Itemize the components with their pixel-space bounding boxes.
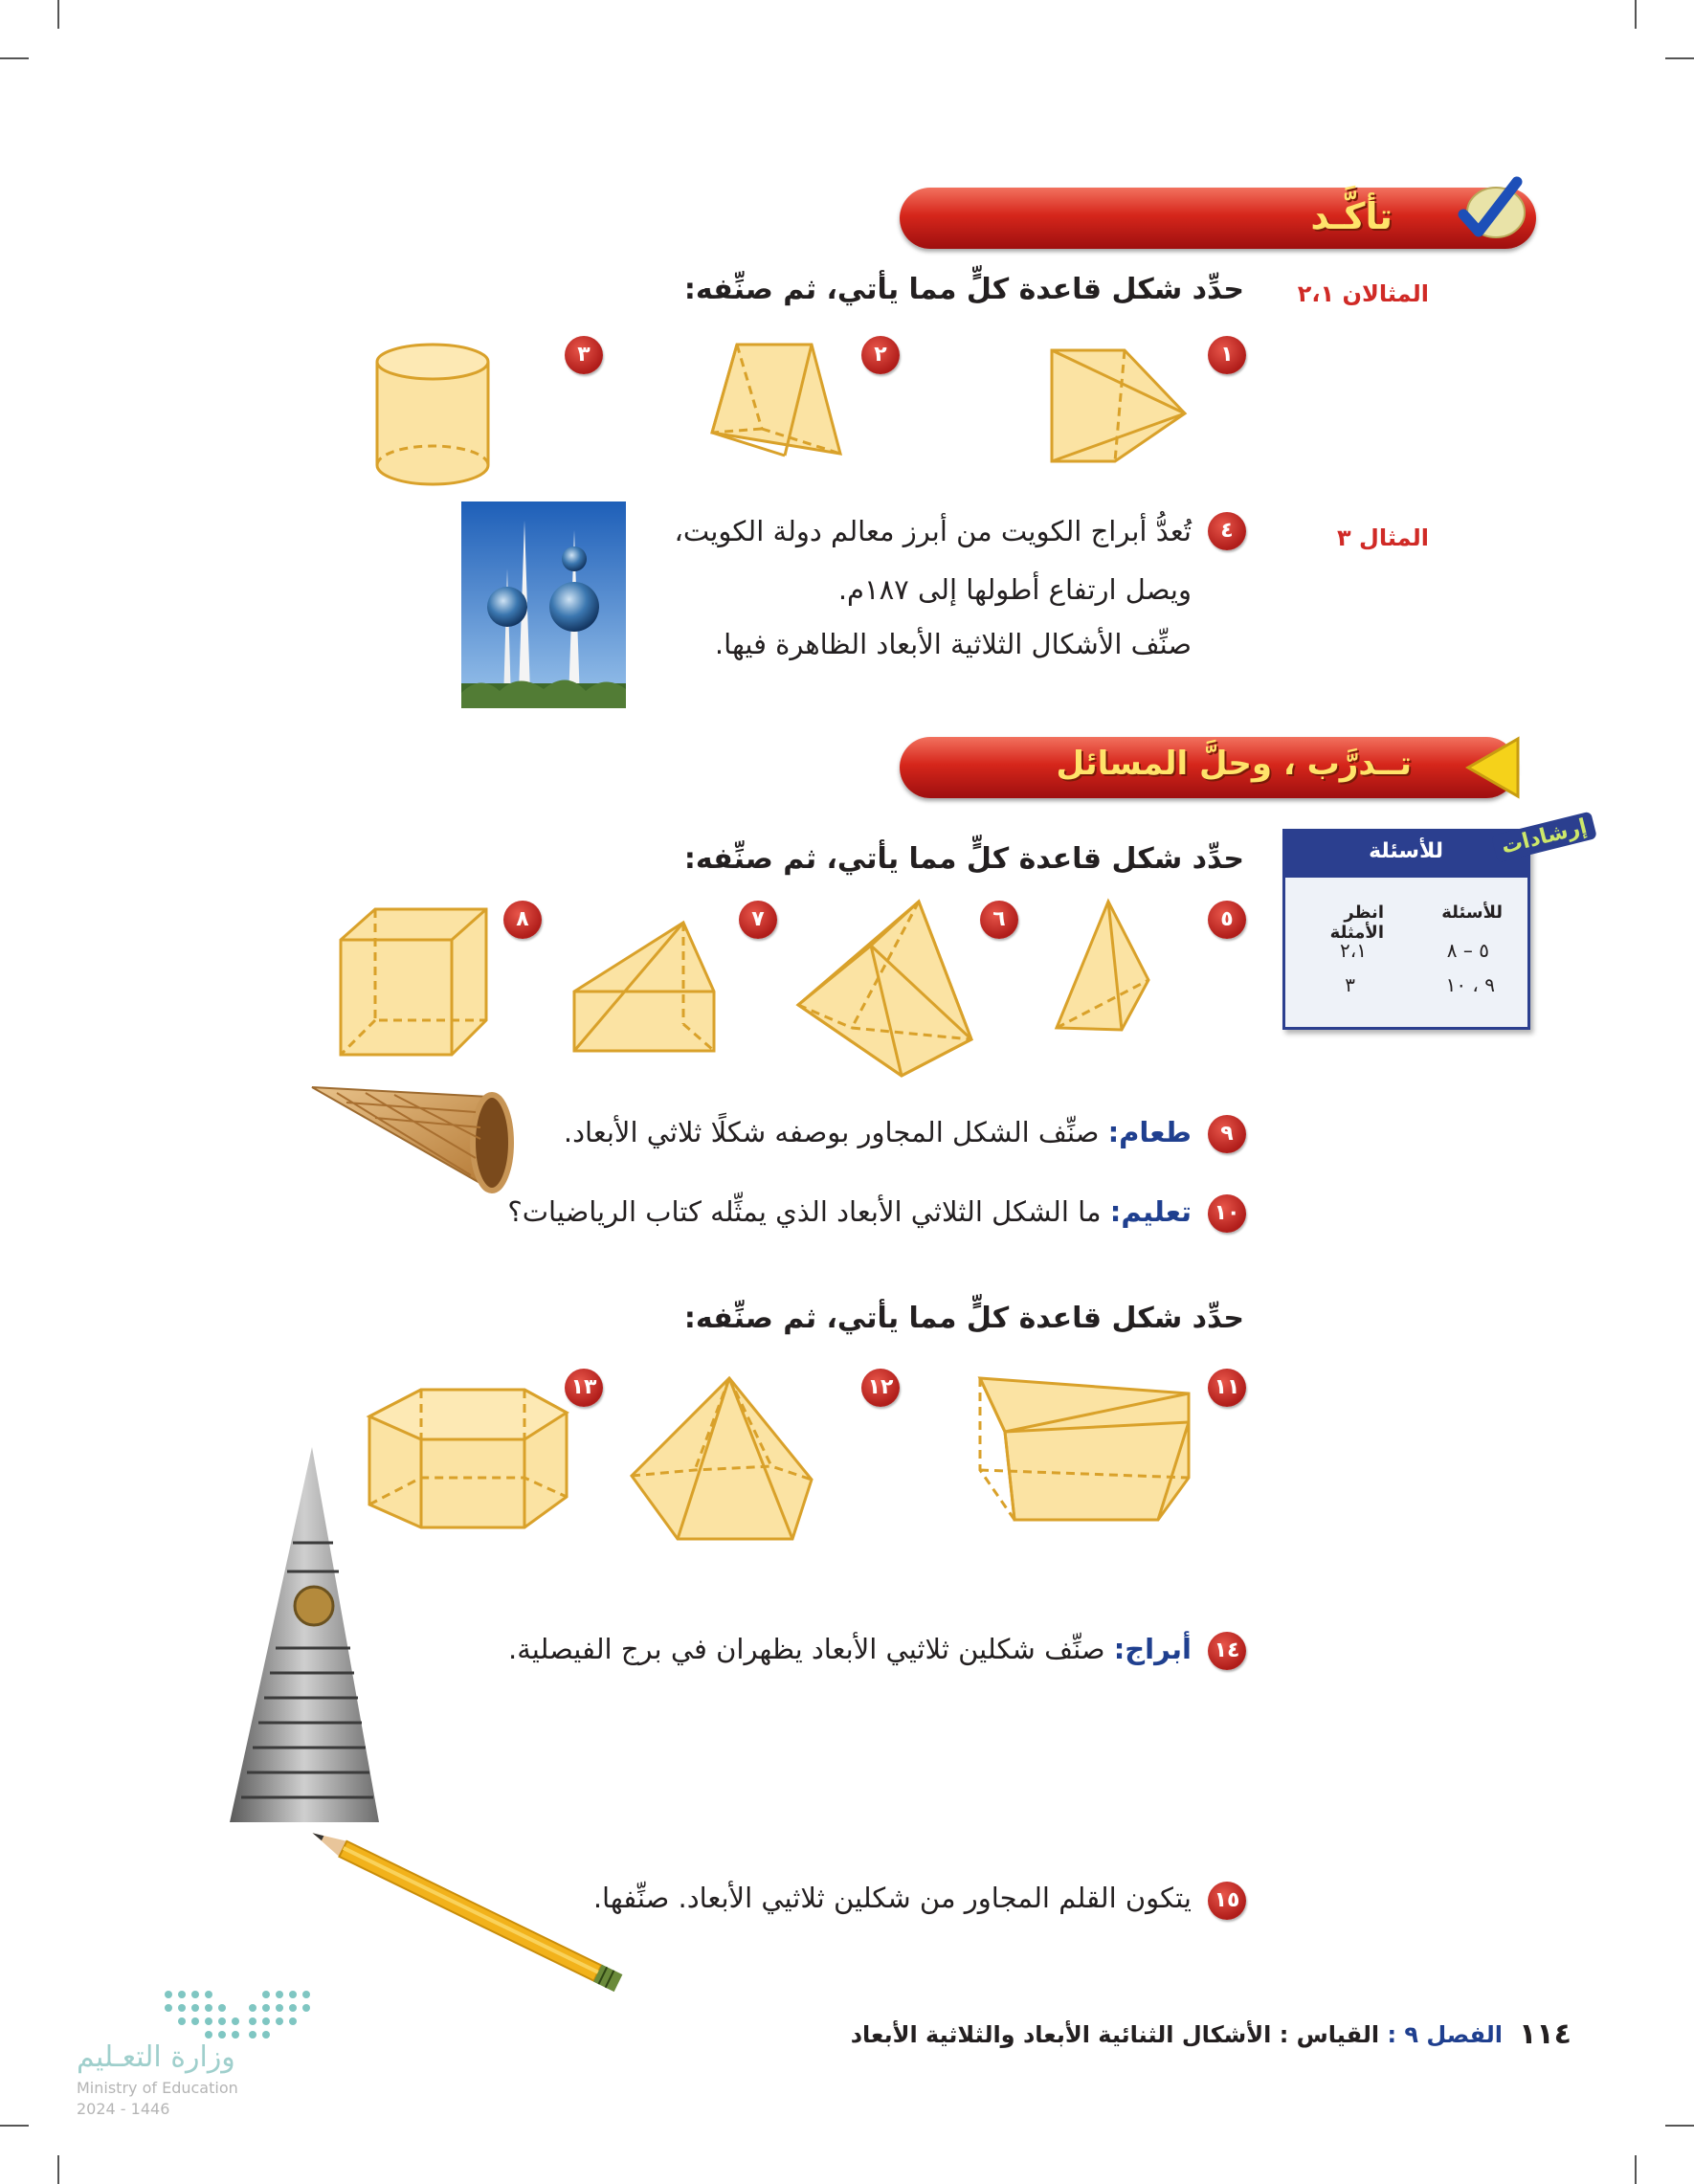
question-number-14: ١٤ <box>1208 1632 1246 1670</box>
check-banner-title: تأكَّـد <box>1310 195 1393 237</box>
trapezoidal-prism-shape <box>976 1374 1192 1524</box>
practice-banner-title: تــدرَّب ، وحلَّ المسائل <box>1056 745 1412 783</box>
question-number-15: ١٥ <box>1208 1882 1246 1920</box>
practice-banner <box>900 737 1517 798</box>
question-4-line-3: صنِّف الأشكال الثلاثية الأبعاد الظاهرة فيها. <box>714 628 1192 660</box>
triangular-prism-shape-1 <box>1048 346 1192 466</box>
instruction-1: حدِّد شكل قاعدة كلٍّ مما يأتي، ثم صنِّفه: <box>683 273 1244 306</box>
hints-tag: إرشادات <box>1491 811 1597 862</box>
question-10-body: ما الشكل الثلاثي الأبعاد الذي يمثِّله كتاب الرياضيات؟ <box>507 1195 1110 1228</box>
checkmark-icon <box>1450 172 1527 249</box>
question-number-4: ٤ <box>1208 512 1246 550</box>
hints-col-questions: للأسئلة <box>1441 903 1503 923</box>
ministry-year: 2024 - 1446 <box>77 2100 170 2118</box>
pencil-image <box>312 1818 649 1991</box>
question-9-keyword: طعام: <box>1107 1116 1192 1148</box>
question-number-3: ٣ <box>565 336 603 374</box>
question-9-text <box>564 1110 1192 1155</box>
hints-box <box>1282 829 1530 1030</box>
footer-chapter-label: الفصل ٩ : <box>1387 2021 1503 2048</box>
question-number-6: ٦ <box>980 901 1018 939</box>
question-10-text <box>507 1190 1192 1235</box>
examples-marker-1-2: المثالان ٢،١ <box>1297 280 1429 307</box>
question-15-text: يتكون القلم المجاور من شكلين ثلاثيي الأبعاد. صنِّفها. <box>592 1882 1192 1914</box>
ministry-name-arabic: وزارة التعـليم <box>77 2040 235 2074</box>
triangular-prism-shape-2 <box>708 337 842 461</box>
pentagonal-pyramid-shape <box>628 1374 815 1543</box>
footer-title: القياس : الأشكال الثنائية الأبعاد والثلاثية الأبعاد <box>850 2021 1388 2048</box>
footer-chapter-title <box>851 2021 1503 2048</box>
wedge-prism-shape <box>570 919 720 1055</box>
question-number-12: ١٢ <box>861 1369 900 1407</box>
kuwait-towers-photo <box>461 501 626 708</box>
instruction-2: حدِّد شكل قاعدة كلٍّ مما يأتي، ثم صنِّفه: <box>683 842 1244 876</box>
instruction-3: حدِّد شكل قاعدة كلٍّ مما يأتي، ثم صنِّفه: <box>683 1302 1244 1335</box>
page-number: ١١٤ <box>1519 2017 1571 2051</box>
hints-col-examples: انظر الأمثلة <box>1329 903 1384 943</box>
hints-header: للأسئلة <box>1369 839 1443 863</box>
ministry-name-english: Ministry of Education <box>77 2079 238 2097</box>
ice-cream-cone-image <box>308 1083 517 1198</box>
question-number-1: ١ <box>1208 336 1246 374</box>
question-14-keyword: أبراج: <box>1113 1633 1192 1665</box>
question-number-13: ١٣ <box>565 1369 603 1407</box>
hexagonal-prism-shape <box>366 1386 570 1531</box>
question-number-5: ٥ <box>1208 901 1246 939</box>
question-14-text <box>508 1627 1192 1672</box>
question-9-body: صنِّف الشكل المجاور بوصفه شكلًا ثلاثي الأبعاد. <box>563 1116 1108 1148</box>
cube-shape <box>337 905 490 1059</box>
question-number-9: ٩ <box>1208 1115 1246 1153</box>
hints-row-2-questions: ٩ ، ١٠ <box>1445 973 1495 996</box>
hints-row-1-questions: ٥ – ٨ <box>1446 939 1489 962</box>
question-10-keyword: تعليم: <box>1109 1195 1192 1228</box>
question-number-2: ٢ <box>861 336 900 374</box>
question-number-10: ١٠ <box>1208 1194 1246 1233</box>
triangle-arrow-icon <box>1464 735 1522 800</box>
question-14-body: صنِّف شكلين ثلاثيي الأبعاد يظهران في برج الفيصلية. <box>508 1633 1114 1665</box>
question-number-11: ١١ <box>1208 1369 1246 1407</box>
square-pyramid-shape <box>794 898 976 1080</box>
cylinder-shape <box>373 341 492 490</box>
question-4-line-1: تُعدُّ أبراج الكويت من أبرز معالم دولة الكويت، <box>674 515 1192 547</box>
example-marker-3: المثال ٣ <box>1337 524 1429 551</box>
hints-row-2-examples: ٣ <box>1345 973 1355 996</box>
ministry-logo-dots <box>161 1987 316 2040</box>
question-4-line-2: ويصل ارتفاع أطولها إلى ١٨٧م. <box>837 573 1192 606</box>
hints-row-1-examples: ٢،١ <box>1340 939 1367 962</box>
check-banner <box>900 188 1536 249</box>
question-number-8: ٨ <box>503 901 542 939</box>
faisaliah-tower-image <box>226 1447 389 1826</box>
triangular-pyramid-shape <box>1053 898 1158 1034</box>
question-number-7: ٧ <box>739 901 777 939</box>
